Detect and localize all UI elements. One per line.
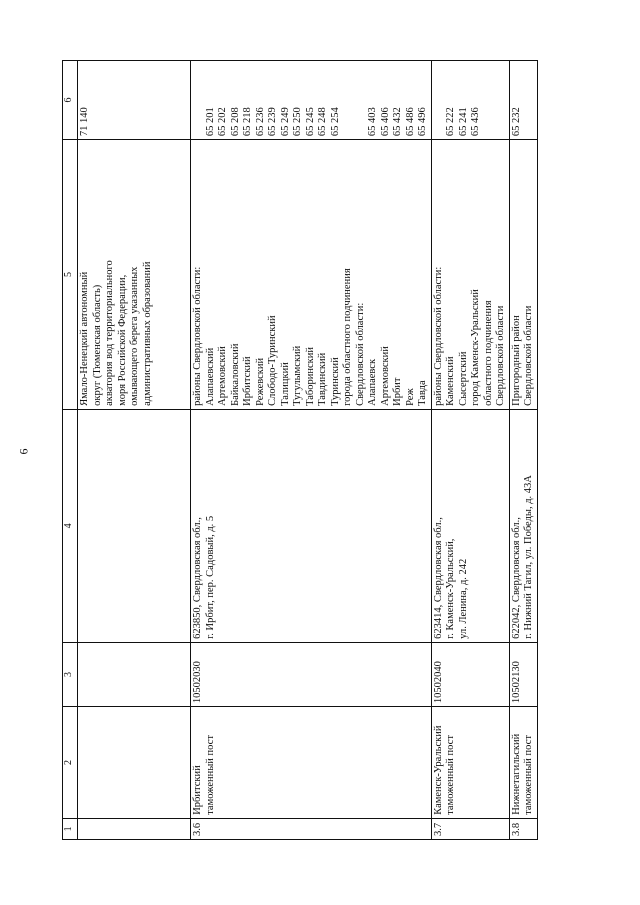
region-list: [431, 140, 509, 410]
column-number: 1: [63, 818, 78, 839]
post-address: [431, 409, 509, 642]
table-row: [191, 61, 432, 840]
text-line: 65 239: [267, 107, 278, 137]
text-line: областного подчинения: [482, 300, 494, 406]
text-line: Каменский: [445, 356, 456, 406]
column-number: 3: [63, 642, 78, 706]
post-address: [191, 409, 432, 642]
row-number: 3.6: [191, 818, 432, 839]
text-line: 71 140: [79, 107, 90, 137]
code-list: [509, 61, 537, 140]
column-number: 5: [63, 140, 78, 410]
text-line: 622042, Свердловская обл.,: [510, 517, 522, 639]
empty-cell: [78, 707, 191, 819]
text-line: акватория вод территориального: [104, 260, 115, 406]
text-line: Байкаловский: [229, 343, 241, 406]
text-line: 65 245: [304, 107, 316, 137]
text-line: Алапаевск: [367, 358, 378, 406]
text-line: 65 236: [254, 107, 266, 137]
column-number: 4: [63, 409, 78, 642]
text-line: [483, 64, 496, 136]
text-line: Свердловской области: [495, 305, 506, 406]
page-number: 6: [16, 448, 31, 455]
text-line: 623414, Свердловская обл.,: [432, 517, 444, 639]
text-line: город Каменск-Уральский: [470, 289, 481, 406]
text-line: административных образований: [141, 261, 153, 406]
empty-cell: [78, 642, 191, 706]
empty-cell: [78, 818, 191, 839]
code-list: [78, 61, 191, 140]
region-list: [191, 140, 432, 410]
row-number: 3.8: [509, 818, 537, 839]
text-line: 65 249: [279, 107, 291, 137]
text-line: омывающего берега указанных: [129, 266, 140, 406]
text-line: 65 486: [404, 107, 416, 137]
text-line: 65 248: [317, 107, 328, 137]
text-line: 65 208: [229, 107, 241, 137]
text-line: районы Свердловской области:: [192, 266, 203, 406]
text-line: [523, 64, 536, 136]
text-line: 65 406: [379, 107, 391, 137]
text-line: Тавдинский: [317, 352, 328, 406]
table-row: [431, 61, 509, 840]
post-name: Ирбитский таможенный пост: [191, 707, 432, 819]
text-line: Свердловской области:: [354, 302, 366, 406]
row-number: 3.7: [431, 818, 509, 839]
text-line: г. Нижний Тагил, ул. Победы, д. 43А: [523, 475, 534, 639]
text-line: 65 432: [392, 107, 403, 137]
post-code: 10502130: [509, 642, 537, 706]
empty-cell: [78, 409, 191, 642]
text-line: города областного подчинения: [342, 268, 353, 406]
region-list: [509, 140, 537, 410]
text-line: 65 241: [457, 107, 469, 137]
code-list: [191, 61, 432, 140]
text-line: Тавда: [417, 380, 428, 406]
text-line: [433, 64, 446, 136]
text-line: Пригородный район: [510, 315, 522, 406]
text-line: районы Свердловской области:: [432, 266, 444, 406]
post-code: 10502030: [191, 642, 432, 706]
text-line: 65 254: [329, 107, 341, 137]
column-number-row: [63, 61, 78, 840]
text-line: Ямало-Ненецкий автономный: [79, 271, 90, 406]
text-line: Таборинский: [304, 346, 316, 406]
text-line: [355, 64, 368, 136]
text-line: Алапаевский: [204, 347, 216, 406]
text-line: 65 201: [204, 107, 216, 137]
text-line: 65 218: [242, 107, 253, 137]
text-line: Ирбит: [392, 377, 403, 406]
column-number: 6: [63, 61, 78, 140]
text-line: 65 202: [217, 107, 228, 137]
post-code: 10502040: [431, 642, 509, 706]
text-line: г. Ирбит, пер. Садовый, д. 5: [204, 515, 216, 639]
text-line: 623850, Свердловская обл.,: [192, 517, 203, 639]
text-line: [192, 64, 205, 136]
customs-posts-table: [62, 60, 538, 840]
post-name: Каменск-Уральский таможенный пост: [431, 707, 509, 819]
post-name: Нижнетагильский таможенный пост: [509, 707, 537, 819]
text-line: 65 232: [510, 107, 522, 137]
text-line: [495, 64, 508, 136]
code-list: [431, 61, 509, 140]
text-line: Слободо-Туринский: [267, 315, 278, 406]
table-row: [509, 61, 537, 840]
text-line: Реж: [404, 388, 416, 406]
rotated-table-container: [62, 60, 627, 840]
text-line: Туринский: [329, 357, 341, 406]
text-line: 65 403: [367, 107, 378, 137]
column-number: 2: [63, 707, 78, 819]
text-line: 65 436: [470, 107, 481, 137]
text-line: Артемовский: [379, 346, 391, 406]
text-line: Талицкий: [279, 362, 291, 406]
text-line: моря Российской Федерации,: [116, 274, 128, 406]
text-line: Сысертский: [457, 351, 469, 406]
text-line: Режевский: [254, 357, 266, 406]
text-line: ул. Ленина, д. 242: [457, 558, 469, 639]
text-line: 65 250: [292, 107, 303, 137]
text-line: округ (Тюменская область): [91, 284, 103, 406]
post-address: [509, 409, 537, 642]
text-line: 65 222: [445, 107, 456, 137]
text-line: Тугулымский: [292, 345, 303, 406]
text-line: Артемовский: [217, 346, 228, 406]
text-line: Свердловской области: [523, 305, 534, 406]
text-line: г. Каменск-Уральский,: [445, 538, 456, 639]
text-line: Ирбитский: [242, 356, 253, 406]
text-line: [342, 64, 355, 136]
text-line: 65 496: [417, 107, 428, 137]
continuation-row: [78, 61, 191, 840]
region-list: [78, 140, 191, 410]
